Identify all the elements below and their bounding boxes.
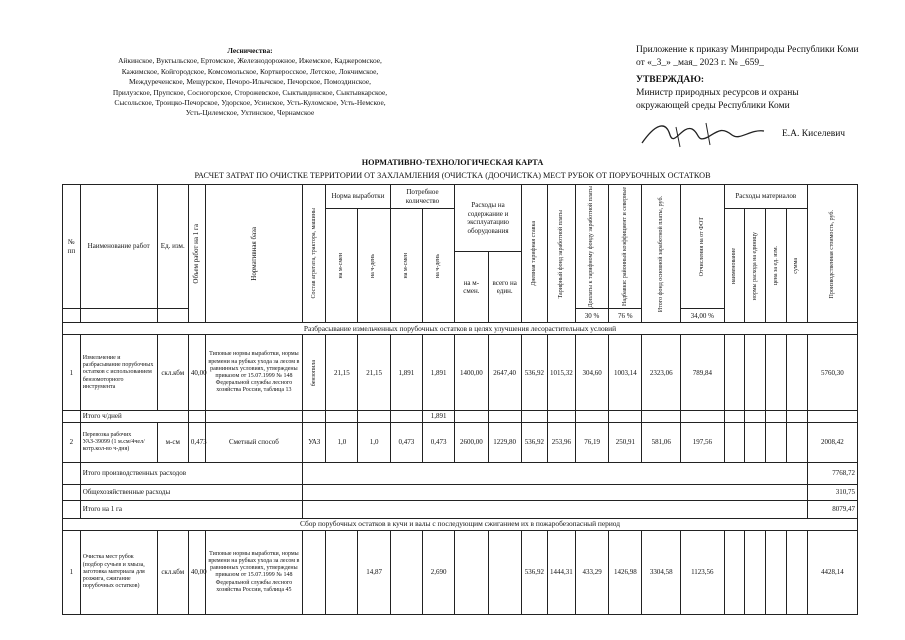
- forestries-line: Усть-Цилемское, Ухтинское, Чернамское: [185, 108, 315, 118]
- cell-mat-name: [724, 335, 745, 411]
- cell-mat-price: [766, 422, 787, 462]
- approval-block: [636, 44, 896, 151]
- cell-norm-day: 1,0: [358, 422, 390, 462]
- col-num: № пп: [63, 185, 81, 309]
- cell-bonus: 304,60: [575, 335, 608, 411]
- cell-unit: скл.кбм: [157, 530, 188, 614]
- cell-empty: [63, 462, 81, 484]
- forestries-line: Сысольское, Троицко-Печорское, Удорское, Усинское, Усть-Куломское, Усть-Немское,: [114, 98, 386, 108]
- cell-rate: 536,92: [521, 530, 547, 614]
- col-mat-name: [724, 209, 745, 323]
- total-per-ha-label: Итого на 1 га: [80, 500, 303, 518]
- cell-unit: м-см: [157, 422, 188, 462]
- cell-empty: [63, 411, 81, 423]
- cell-num: 1: [63, 530, 81, 614]
- col-name-empty: [80, 309, 157, 323]
- cell-wage: 581,06: [642, 422, 680, 462]
- col-composition-label: Состав агрегата, трактора, машины: [310, 208, 317, 299]
- table-row: [63, 411, 858, 423]
- cell-empty: [303, 462, 808, 484]
- col-qty-shift: [390, 209, 422, 323]
- cell-qty-day: 1,891: [422, 335, 454, 411]
- cell-name: Перевозка рабочих УАЗ-39099 (1 м.см/4чел/котр.кол-во ч-дня): [80, 422, 157, 462]
- cell-fund: 253,96: [547, 422, 575, 462]
- overhead-label: Общехозяйственные расходы: [80, 484, 303, 500]
- total-per-ha-value: 8079,47: [807, 500, 857, 518]
- col-daily-rate: [521, 185, 547, 323]
- col-eq-per-shift: на м-смен.: [455, 252, 488, 323]
- col-qty-shift-label: на м-смен: [402, 252, 409, 279]
- ministry-name: окружающей среды Республики Коми: [636, 101, 790, 111]
- cell-qty-shift: [390, 530, 422, 614]
- cell-num: 1: [63, 335, 81, 411]
- col-allowance: [609, 185, 642, 309]
- col-norm-output: Норма выработки: [326, 185, 391, 209]
- cell-name: Измельчение и разбрасывание порубочных остатков с использованием бензомоторного инструмента: [80, 335, 157, 411]
- signer-name: Е.А. Киселевич: [782, 128, 846, 139]
- cell-cost: 5760,30: [807, 335, 857, 411]
- col-unit: Ед. изм.: [157, 185, 188, 309]
- table-row: [63, 462, 858, 484]
- forestries-line: Айкинское, Вуктыльское, Ертомское, Железнодорожное, Ижемское, Каджеромское,: [118, 56, 382, 66]
- col-per-shift-label: на м-смен: [338, 252, 345, 279]
- cell-norm-shift: 1,0: [326, 422, 358, 462]
- col-qty-day: [422, 209, 454, 323]
- col-mat-name-label: наименование: [730, 247, 737, 284]
- signature-row: [636, 117, 896, 151]
- cell-composition-label: бензопила: [310, 359, 317, 387]
- cell-mat-norm: [745, 335, 766, 411]
- cell-empty: [303, 484, 808, 500]
- col-mat-norm: [745, 209, 766, 323]
- cell-base: Типовые нормы выработки, нормы времени на рубках ухода за лесом в равнинных условиях, утверждены приказом от 15.07.1999 № 148 Федеральной службы лесного хозяйства России, таблица 45: [205, 530, 303, 614]
- cell-unit: скл.кбм: [157, 335, 188, 411]
- section-title: Разбрасывание измельченных порубочных остатков в целях улучшения лесорастительных условий: [63, 323, 858, 335]
- cell-allow: 1426,98: [609, 530, 642, 614]
- cell-empty: [303, 411, 326, 423]
- col-deductions: [680, 185, 724, 309]
- col-mat-sum-label: сумма: [793, 257, 800, 274]
- section-title: Сбор порубочных остатков в кучи и валы с последующим сжиганием их в пожаробезопасный период: [63, 518, 858, 530]
- col-qty-day-label: на ч-день: [435, 253, 441, 278]
- cell-mat-norm: [745, 422, 766, 462]
- col-tariff-fund-label: Тарифный фонд заработной платы: [557, 209, 564, 298]
- cell-cost: 2008,42: [807, 422, 857, 462]
- cell-allow: 250,91: [609, 422, 642, 462]
- col-composition: [303, 185, 326, 323]
- col-total-wage-label: Итого фонд основной заработной платы, руб.: [657, 195, 664, 312]
- col-per-shift: [326, 209, 358, 323]
- pct-deductions: 34,00 %: [680, 309, 724, 323]
- col-per-day: [358, 209, 390, 323]
- col-prod-cost: [807, 185, 857, 323]
- cell-eq-shift: 2600,00: [455, 422, 488, 462]
- table-row: [63, 530, 858, 614]
- cell-mat-name: [724, 422, 745, 462]
- col-total-wage: [642, 185, 680, 323]
- table-row: [63, 335, 858, 411]
- cell-empty: [787, 411, 808, 423]
- cell-composition: [303, 530, 326, 614]
- col-bonus: [575, 185, 608, 309]
- col-mat-price: [766, 209, 787, 323]
- cell-empty: [455, 411, 488, 423]
- col-allowance-label: Надбавки: районный коэффициент и северные: [621, 187, 628, 307]
- cell-empty: [358, 411, 390, 423]
- cell-empty: [745, 411, 766, 423]
- approve-label: УТВЕРЖДАЮ:: [636, 75, 705, 85]
- cell-qty-day: 0,473: [422, 422, 454, 462]
- minister-title: Министр природных ресурсов и охраны: [636, 88, 799, 98]
- cell-composition: УАЗ: [303, 422, 326, 462]
- table-row: [63, 484, 858, 500]
- cell-norm-shift: [326, 530, 358, 614]
- prod-total-label: Итого производственных расходов: [80, 462, 303, 484]
- cell-empty: [390, 411, 422, 423]
- overhead-value: 310,75: [807, 484, 857, 500]
- cell-ded: 1123,56: [680, 530, 724, 614]
- cell-norm-shift: 21,15: [326, 335, 358, 411]
- col-needed-qty: Потребное количество: [390, 185, 455, 209]
- col-mat-sum: [787, 209, 808, 323]
- cell-empty: [303, 500, 808, 518]
- col-norm-base: [205, 185, 303, 323]
- cell-mat-sum: [787, 335, 808, 411]
- forestries-header: [70, 46, 430, 119]
- cell-volume: 40,00: [188, 530, 205, 614]
- cell-fund: 1444,31: [547, 530, 575, 614]
- col-volume: [188, 185, 205, 323]
- cell-cost: 4428,14: [807, 530, 857, 614]
- cell-rate: 536,92: [521, 422, 547, 462]
- cell-empty: [326, 411, 358, 423]
- forestries-title: Лесничества:: [227, 46, 273, 55]
- cell-empty: [63, 484, 81, 500]
- forestries-line: Междуреченское, Мещурское, Печоро-Илычское, Печорское, Помоздинское,: [129, 77, 371, 87]
- cell-mat-sum: [787, 530, 808, 614]
- cell-eq-total: 2647,40: [488, 335, 521, 411]
- cell-bonus: 76,19: [575, 422, 608, 462]
- cell-empty: [766, 411, 787, 423]
- cell-volume: 40,00: [188, 335, 205, 411]
- cell-composition: [303, 335, 326, 411]
- cell-mat-price: [766, 530, 787, 614]
- table-row: [63, 500, 858, 518]
- cell-qty-day: 2,690: [422, 530, 454, 614]
- cell-eq-shift: 1400,00: [455, 335, 488, 411]
- cell-num: 2: [63, 422, 81, 462]
- col-norm-base-label: Нормативная база: [249, 226, 258, 281]
- cell-eq-total: 1229,80: [488, 422, 521, 462]
- col-mat-price-label: цена за ед. изм.: [772, 246, 779, 286]
- cell-allow: 1003,14: [609, 335, 642, 411]
- cell-empty: [807, 411, 857, 423]
- cell-empty: [680, 411, 724, 423]
- days-total-label: Итого ч/дней: [80, 411, 188, 423]
- col-prod-cost-label: Производственная стоимость, руб.: [828, 209, 835, 298]
- col-tariff-fund: [547, 185, 575, 323]
- cell-name: Очистка мест рубок (подбор сучьев и хмыза, заготовка материала для розжига, сжигание порубочных остатков): [80, 530, 157, 614]
- prod-total-value: 7768,72: [807, 462, 857, 484]
- cell-rate: 536,92: [521, 335, 547, 411]
- cell-empty: [547, 411, 575, 423]
- cell-empty: [63, 500, 81, 518]
- cell-qty-shift: 0,473: [390, 422, 422, 462]
- col-mat-norm-label: нормы расхода на единицу: [751, 231, 758, 300]
- forestries-line: Прилузское, Прупское, Сосногорское, Сторожевское, Сыктывдинское, Сыктывкарское,: [112, 87, 388, 97]
- cell-volume: 0,473: [188, 422, 205, 462]
- col-daily-rate-label: Дневная тарифная ставка: [530, 221, 537, 287]
- cell-empty: [609, 411, 642, 423]
- pct-bonus: 30 %: [575, 309, 608, 323]
- pct-allowance: 76 %: [609, 309, 642, 323]
- col-deductions-label: Отчисления на от ФОТ: [698, 217, 705, 277]
- table-row: [63, 422, 858, 462]
- document-title: НОРМАТИВНО-ТЕХНОЛОГИЧЕСКАЯ КАРТА: [361, 158, 544, 167]
- forestries-line: Кажимское, Койгородское, Комсомольское, Корткеросское, Летское, Локчимское,: [121, 66, 379, 76]
- col-materials: Расходы материалов: [724, 185, 807, 209]
- cost-table: [62, 184, 858, 615]
- cell-mat-price: [766, 335, 787, 411]
- col-name: Наименование работ: [80, 185, 157, 309]
- cell-wage: 3304,58: [642, 530, 680, 614]
- cell-mat-norm: [745, 530, 766, 614]
- signature-icon: [636, 117, 776, 151]
- cell-empty: [488, 411, 521, 423]
- cell-mat-sum: [787, 422, 808, 462]
- cell-norm-day: 21,15: [358, 335, 390, 411]
- cell-ded: 197,56: [680, 422, 724, 462]
- cell-empty: [642, 411, 680, 423]
- cell-empty: [724, 411, 745, 423]
- cell-mat-name: [724, 530, 745, 614]
- cell-empty: [188, 411, 205, 423]
- cell-empty: [575, 411, 608, 423]
- days-total-value: 1,891: [422, 411, 454, 423]
- cell-eq-shift: [455, 530, 488, 614]
- col-unit-empty: [157, 309, 188, 323]
- document-subtitle: РАСЧЕТ ЗАТРАТ ПО ОЧИСТКЕ ТЕРРИТОРИИ ОТ ЗАХЛАМЛЕНИЯ (ОЧИСТКА (ДООЧИСТКА) МЕСТ РУБОК ОТ ПОРУБОЧНЫХ ОСТАТКОВ: [194, 171, 711, 180]
- order-date-line: от «_3_» _мая_ 2023 г. № _659_: [636, 58, 764, 68]
- cell-eq-total: [488, 530, 521, 614]
- cell-norm-day: 14,87: [358, 530, 390, 614]
- appendix-line: Приложение к приказу Минприроды Республики Коми: [636, 45, 859, 55]
- col-num-empty: [63, 309, 81, 323]
- cell-qty-shift: 1,891: [390, 335, 422, 411]
- col-volume-label: Объем работ на 1 га: [192, 223, 201, 284]
- col-equip-cost: Расходы на содержание и эксплуатацию оборудования: [455, 185, 522, 252]
- col-per-day-label: на ч-день: [370, 253, 377, 278]
- col-eq-total: всего на един.: [488, 252, 521, 323]
- cell-empty: [205, 411, 303, 423]
- col-bonus-label: Доплаты к тарифному фонду заработной платы: [588, 186, 595, 308]
- cell-ded: 789,84: [680, 335, 724, 411]
- cell-empty: [521, 411, 547, 423]
- cell-fund: 1015,32: [547, 335, 575, 411]
- cell-wage: 2323,06: [642, 335, 680, 411]
- cell-base: Типовые нормы выработки, нормы времени на рубках ухода за лесом в равнинных условиях, утверждены приказом от 15.07.1999 № 148 Федеральной службы лесного хозяйства России, таблица 13: [205, 335, 303, 411]
- cell-base: Сметный способ: [205, 422, 303, 462]
- cell-bonus: 433,29: [575, 530, 608, 614]
